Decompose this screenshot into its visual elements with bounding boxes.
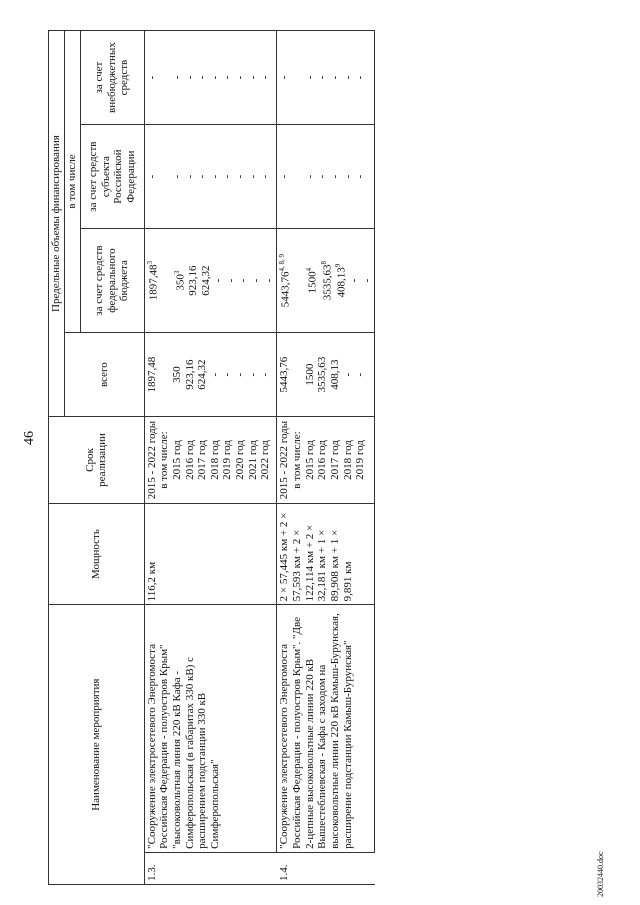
header-federal: за счет средств федерального бюджета <box>80 229 144 333</box>
regional-value: - <box>183 174 196 179</box>
total-value: - <box>341 372 354 377</box>
header-extra: за счет внебюджетных средств <box>80 31 144 125</box>
total-value: 5443,76 <box>278 356 291 393</box>
federal-value: 350 <box>174 274 187 291</box>
federal-value: 5443,76 <box>280 271 293 308</box>
footnote-ref: 4, 8, 9 <box>278 253 287 272</box>
period-line: 2015 год <box>303 440 316 480</box>
federal-value: 408,13 <box>335 267 348 298</box>
period-line: 2015 год <box>170 440 183 480</box>
regional-value: - <box>328 174 341 179</box>
extra-value: - <box>328 75 341 80</box>
period-line: 2015 - 2022 годы <box>278 420 291 500</box>
extra-value: - <box>278 75 291 80</box>
regional-value: - <box>145 174 158 179</box>
total-value: 3535,63 <box>316 356 329 393</box>
row-periods <box>277 417 375 504</box>
total-value: - <box>246 372 259 377</box>
total-value: 350 <box>170 366 183 383</box>
period-line: 2018 год <box>208 440 221 480</box>
regional-value: - <box>234 174 247 179</box>
header-regional: за счет средств субъекта Российской Федерации <box>80 125 144 229</box>
row-name: "Сооружение электросетевого Энергомоста Российская Федерация - полуостров Крым" "высоковольтная линия 220 кВ Кафа - Симферопольская (в габаритах 330 кВ) с расширением подстанции 330 кВ Симферопольская" <box>144 605 277 853</box>
period-line: 2018 год <box>341 440 354 480</box>
row-totals <box>277 333 375 417</box>
federal-value: 3535,63 <box>321 264 334 301</box>
footnote-ref: 9 <box>333 263 342 268</box>
regional-value: - <box>196 174 209 179</box>
total-value: 624,32 <box>196 359 209 390</box>
total-value: 1897,48 <box>145 356 158 393</box>
row-number: 1.3. <box>144 852 277 884</box>
federal-value: - <box>237 278 250 283</box>
extra-value: - <box>170 75 183 80</box>
extra-value: - <box>354 75 367 80</box>
header-funding: Предельные объемы финансирования <box>49 31 65 417</box>
period-line: в том числе: <box>158 431 171 489</box>
period-line: 2019 год <box>221 440 234 480</box>
table-row <box>144 31 277 885</box>
federal-value: 1897,48 <box>147 264 160 301</box>
extra-value: - <box>221 75 234 80</box>
row-extra <box>144 31 277 125</box>
total-value: - <box>354 372 367 377</box>
row-capacity: 2 × 57,445 км + 2 × 57,593 км + 2 × 122,114 км + 2 × 32,181 км + 1 × 89,908 км + 1 × 9,891 км <box>277 503 375 604</box>
period-line: 2017 год <box>196 440 209 480</box>
footnote-ref: 3 <box>145 260 154 265</box>
extra-value: - <box>316 75 329 80</box>
row-federal <box>277 229 375 333</box>
row-number: 1.4. <box>277 852 375 884</box>
row-extra <box>277 31 375 125</box>
period-line: 2021 год <box>246 440 259 480</box>
table-row <box>277 31 375 885</box>
extra-value: - <box>341 75 354 80</box>
regional-value: - <box>259 174 272 179</box>
period-line: 2022 год <box>259 440 272 480</box>
header-period: Срок реализации <box>49 417 145 504</box>
total-value: - <box>221 372 234 377</box>
period-line: 2020 год <box>234 440 247 480</box>
page-number: 46 <box>22 431 37 445</box>
total-value: 408,13 <box>328 359 341 390</box>
header-capacity: Мощность <box>49 503 145 604</box>
federal-value: 923,16 <box>186 265 199 296</box>
header-name: Наименование мероприятия <box>49 605 145 885</box>
extra-value: - <box>303 75 316 80</box>
regional-value: - <box>316 174 329 179</box>
row-regional <box>144 125 277 229</box>
period-line: 2019 год <box>354 440 367 480</box>
rotated-table-container <box>48 30 590 885</box>
document-code: 20032440.doc <box>596 851 605 897</box>
row-name: "Сооружение электросетевого Энергомоста Российская Федерация - полуостров Крым". "Две 2-цепные высоковольтные линии 220 кВ Вышестеблиевская - Кафа с заходом на высоковольтные линии 220 кВ Камыш-Бурунская, расширение подстанции Камыш-Бурунская" <box>277 605 375 853</box>
federal-value: 1500 <box>306 271 319 294</box>
period-line: в том числе: <box>291 431 303 489</box>
footnote-ref: 3 <box>172 270 181 275</box>
row-capacity: 116,2 км <box>144 503 277 604</box>
federal-value: - <box>250 278 263 283</box>
funding-table <box>48 30 375 885</box>
period-line: 2016 год <box>316 440 329 480</box>
total-value: - <box>208 372 221 377</box>
row-totals <box>144 333 277 417</box>
extra-value: - <box>145 75 158 80</box>
row-regional <box>277 125 375 229</box>
federal-value: 624,32 <box>199 265 212 296</box>
regional-value: - <box>170 174 183 179</box>
regional-value: - <box>246 174 259 179</box>
extra-value: - <box>234 75 247 80</box>
regional-value: - <box>278 174 291 179</box>
federal-value: - <box>360 278 373 283</box>
row-federal <box>144 229 277 333</box>
extra-value: - <box>196 75 209 80</box>
period-line: 2017 год <box>328 440 341 480</box>
federal-value: - <box>212 278 225 283</box>
total-value: - <box>234 372 247 377</box>
footnote-ref: 8 <box>319 260 328 265</box>
total-value: - <box>259 372 272 377</box>
total-value: 923,16 <box>183 359 196 390</box>
regional-value: - <box>221 174 234 179</box>
federal-value: - <box>224 278 237 283</box>
extra-value: - <box>246 75 259 80</box>
federal-value: - <box>262 278 275 283</box>
total-value: 1500 <box>303 363 316 386</box>
regional-value: - <box>354 174 367 179</box>
extra-value: - <box>183 75 196 80</box>
regional-value: - <box>208 174 221 179</box>
footnote-ref: 4 <box>305 267 314 272</box>
regional-value: - <box>341 174 354 179</box>
header-including: в том числе <box>65 31 81 333</box>
regional-value: - <box>303 174 316 179</box>
federal-value: - <box>348 278 361 283</box>
header-total: всего <box>65 333 145 417</box>
row-periods <box>144 417 277 504</box>
period-line: 2016 год <box>183 440 196 480</box>
extra-value: - <box>208 75 221 80</box>
period-line: 2015 - 2022 годы <box>145 420 158 500</box>
extra-value: - <box>259 75 272 80</box>
